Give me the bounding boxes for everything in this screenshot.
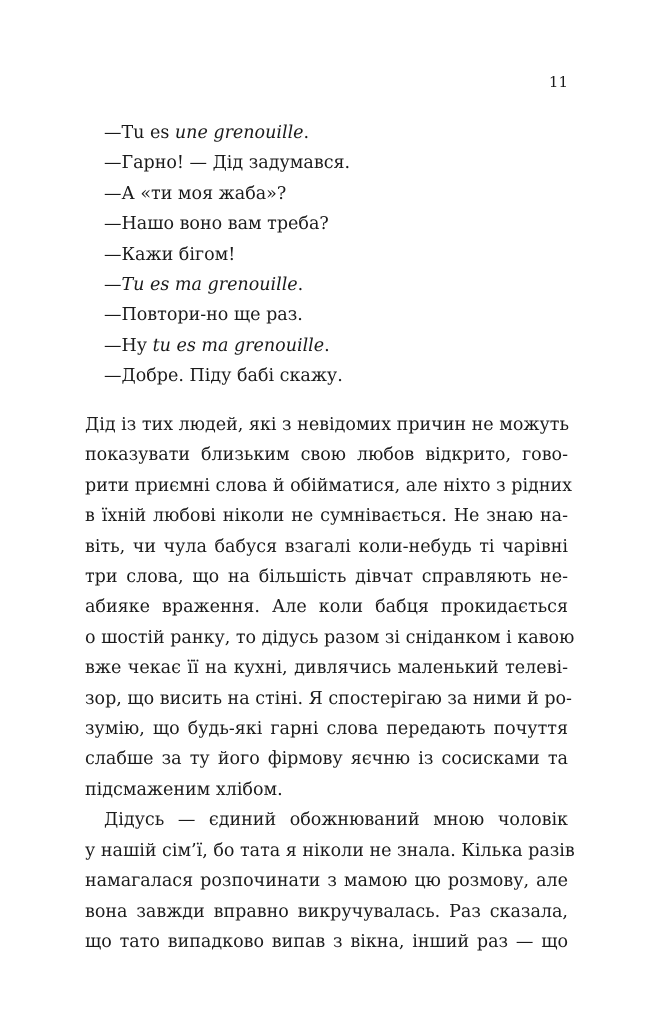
dash: — (104, 305, 122, 326)
dialogue-line (104, 361, 568, 391)
italic-text: Tu es ma grenouille (121, 275, 298, 296)
text-line: підсмаженим хлібом. (85, 779, 283, 800)
dash: — (104, 335, 122, 356)
line-tail: . (303, 123, 310, 143)
text-line: показувати близьким свою любов відкрито, гово- (85, 445, 568, 466)
dash: — (104, 183, 122, 204)
text-line: Дід із тих людей, які з невідомих причин не можуть (85, 415, 569, 435)
dialogue-line (104, 118, 568, 148)
dialogue-line (104, 331, 568, 361)
text-line: о шостій ранку, то дідусь разом зі сніданком і кавою (85, 627, 575, 648)
paragraph (85, 410, 575, 805)
text-line: намагалася розпочинати з мамою цю розмову, але (85, 871, 568, 892)
text-line: зумію, що будь-які гарні слова передають почуття (85, 719, 568, 740)
dash: — (104, 275, 122, 296)
dialogue-line (104, 209, 568, 239)
dialogue-line (104, 270, 568, 300)
line-text: Кажи бігом! (121, 244, 236, 265)
text-line: вона завжди вправно викручувалась. Раз сказала, (85, 901, 568, 922)
page-number: 11 (548, 73, 568, 91)
dialogue-line (104, 148, 568, 178)
text-line: рити приємні слова й обійматися, але ніхто з рідних (85, 475, 573, 496)
line-text: Нашо воно вам треба? (121, 214, 329, 235)
italic-text: une grenouille (174, 123, 304, 143)
text-line: вже чекає її на кухні, дивлячись маленький телеві- (85, 658, 568, 679)
line-text: Tu es (121, 123, 175, 143)
body-text (85, 410, 575, 957)
dialogue-line (104, 300, 568, 330)
italic-text: tu es ma grenouille (152, 335, 325, 356)
dash: — (104, 366, 122, 387)
text-line: три слова, що на більшість дівчат справляють не- (85, 567, 568, 588)
text-line: слабше за ту його фірмову яєчню із сосисками та (85, 749, 568, 770)
line-text: Добре. Піду бабі скажу. (121, 366, 343, 387)
line-text: Ну (121, 335, 153, 356)
dash: — (104, 153, 122, 174)
text-line: віть, чи чула бабуся взагалі коли-небудь ті чарівні (85, 536, 568, 557)
text-line: у нашій сім’ї, бо тата я ніколи не знала. Кілька разів (85, 840, 575, 861)
text-line: що тато випадково випав з вікна, інший раз — що (85, 931, 568, 952)
text-line: в їхній любові ніколи не сумнівається. Не знаю на- (85, 506, 568, 527)
dash: — (104, 244, 122, 265)
line-text: А «ти моя жаба»? (121, 183, 287, 204)
dialogue-block (104, 118, 568, 392)
line-tail: . (297, 275, 304, 296)
dash: — (104, 214, 122, 235)
text-line: абияке враження. Але коли бабця прокидається (85, 597, 568, 618)
dialogue-line (104, 240, 568, 270)
line-text: Повтори-но ще раз. (121, 305, 303, 326)
dialogue-line (104, 179, 568, 209)
text-line: Дідусь — єдиний обожнюваний мною чоловік (104, 810, 568, 831)
text-line: зор, що висить на стіні. Я спостерігаю за ними й ро- (85, 688, 572, 709)
line-tail: . (324, 335, 330, 356)
line-text: Гарно! — Дід задумався. (121, 153, 351, 174)
paragraph (85, 805, 575, 957)
dash: — (104, 123, 122, 143)
